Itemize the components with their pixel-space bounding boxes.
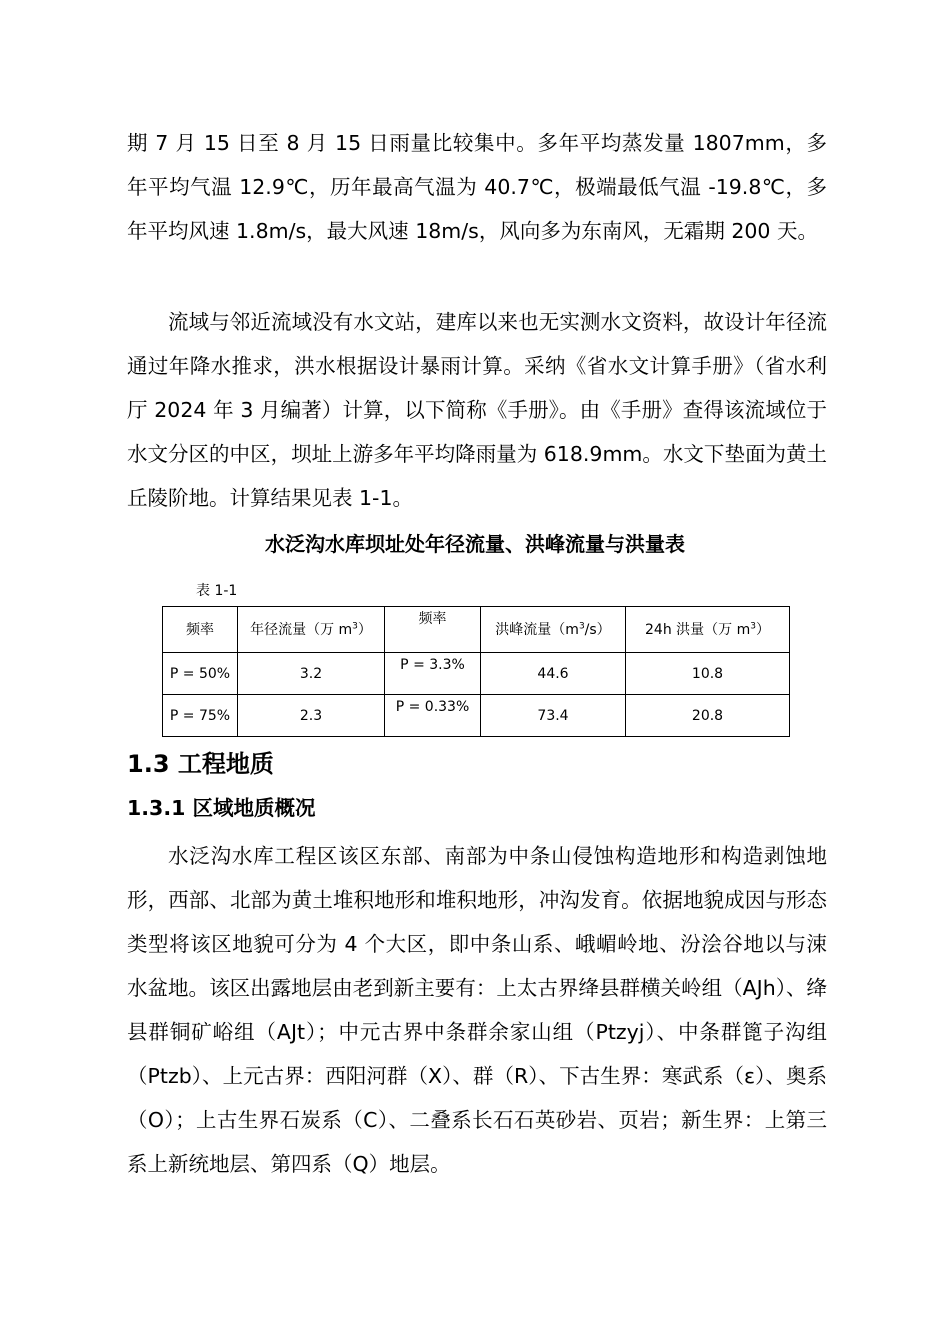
- header-frequency-2: 频率: [385, 607, 481, 653]
- table-row: [163, 653, 790, 695]
- header-frequency: 频率: [163, 607, 238, 653]
- table-caption: 水泛沟水库坝址处年径流量、洪峰流量与洪量表: [265, 532, 685, 556]
- hydrology-paragraph: 流域与邻近流域没有水文站，建库以来也无实测水文资料，故设计年径流通过年降水推求，洪水根据设计暴雨计算。采纳《省水文计算手册》（省水利厅 2024 年 3 月编著）计算，以下简称《手册》。由《手册》查得该流域位于水文分区的中区，坝址上游多年平均降雨量为 618.9mm。水文下垫面为黄土丘陵阶地。计算结果见表 1-1。: [127, 310, 827, 510]
- subsection-heading: 1.3.1 区域地质概况: [127, 796, 316, 820]
- cell-peak: 44.6: [481, 653, 626, 695]
- table-header-row: [163, 607, 790, 653]
- cell-p1: P = 75%: [163, 695, 238, 737]
- cell-runoff: 3.2: [238, 653, 385, 695]
- table-row: [163, 695, 790, 737]
- cell-p2: P = 3.3%: [385, 653, 481, 695]
- climate-paragraph: 期 7 月 15 日至 8 月 15 日雨量比较集中。多年平均蒸发量 1807mm，多年平均气温 12.9℃，历年最高气温为 40.7℃，极端最低气温 -19.8℃，多年平均风速 1.8m/s，最大风速 18m/s，风向多为东南风，无霜期 200 天。: [127, 131, 827, 243]
- header-flood-peak: 洪峰流量$(m^3/s)$: [481, 607, 626, 653]
- cell-p1: P = 50%: [163, 653, 238, 695]
- geology-paragraph: 水泛沟水库工程区该区东部、南部为中条山侵蚀构造地形和构造剥蚀地形，西部、北部为黄土堆积地形和堆积地形，冲沟发育。依据地貌成因与形态类型将该区地貌可分为 4 个大区，即中条山系、峨嵋岭地、汾浍谷地以与涑水盆地。该区出露地层由老到新主要有：上太古界绛县群横关岭组（AJh）、绛县群铜矿峪组（AJt）；中元古界中条群余家山组（Ptzyj）、中条群篦子沟组（Ptzb）、上元古界：西阳河群（X）、群（R）、下古生界：寒武系（ε）、奥系（O）；上古生界石炭系（C）、二叠系长石石英砂岩、页岩；新生界：上第三系上新统地层、第四系（Q）地层。: [127, 844, 827, 1176]
- cell-peak: 73.4: [481, 695, 626, 737]
- header-annual-runoff: 年径流量（万 $m^3$）: [238, 607, 385, 653]
- table-number: 表 1-1: [196, 583, 238, 599]
- cell-volume: 10.8: [626, 653, 790, 695]
- cell-volume: 20.8: [626, 695, 790, 737]
- cell-p2: P = 0.33%: [385, 695, 481, 737]
- hydrology-table: [162, 606, 790, 737]
- header-flood-volume: 24h 洪量（万 $m^3$）: [626, 607, 790, 653]
- section-heading: 1.3 工程地质: [127, 750, 274, 778]
- cell-runoff: 2.3: [238, 695, 385, 737]
